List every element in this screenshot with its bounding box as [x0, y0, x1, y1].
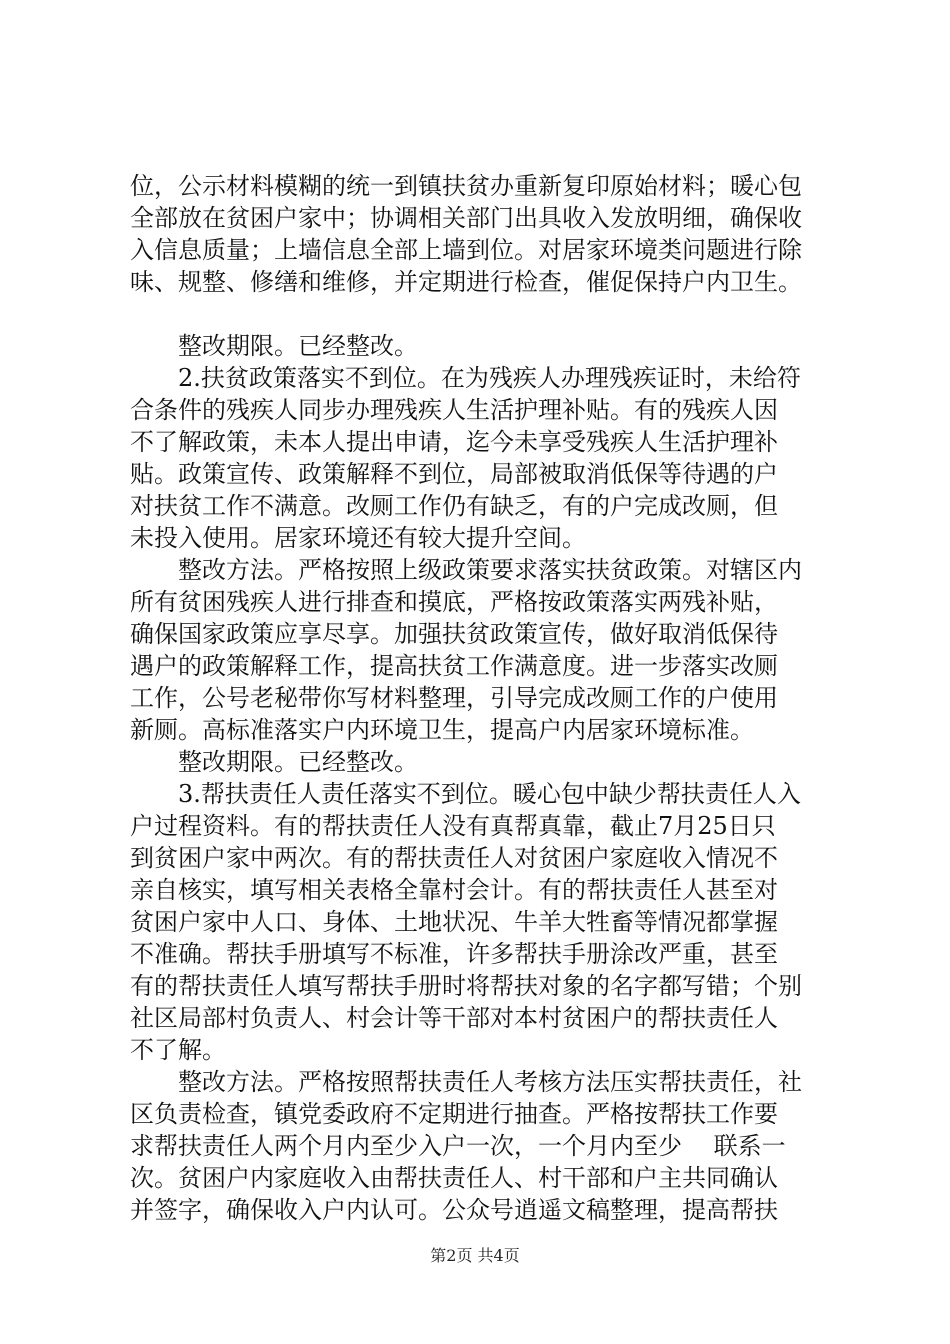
- paragraph-line: 未投入使用。居家环境还有较大提升空间。: [130, 524, 586, 552]
- paragraph-line: 整改期限。已经整改。: [178, 748, 418, 776]
- paragraph-line: 亲自核实，填写相关表格全靠村会计。有的帮扶责任人甚至对: [130, 876, 778, 904]
- paragraph-line: 整改方法。严格按照帮扶责任人考核方法压实帮扶责任，社: [178, 1068, 802, 1096]
- paragraph-line: 位，公示材料模糊的统一到镇扶贫办重新复印原始材料；暖心包: [130, 172, 802, 200]
- paragraph-line: 所有贫困残疾人进行排查和摸底，严格按政策落实两残补贴，: [130, 588, 778, 616]
- page-number-footer: 第2页 共4页: [430, 1246, 520, 1265]
- paragraph-line: 3.帮扶责任人责任落实不到位。暖心包中缺少帮扶责任人入: [178, 780, 801, 808]
- paragraph-line: 社区局部村负责人、村会计等干部对本村贫困户的帮扶责任人: [130, 1004, 778, 1032]
- paragraph-line: 区负责检查，镇党委政府不定期进行抽查。严格按帮扶工作要: [130, 1100, 778, 1128]
- paragraph-line: 求帮扶责任人两个月内至少入户一次，一个月内至少 联系一: [130, 1132, 786, 1160]
- paragraph-line: 不了解。: [130, 1036, 226, 1064]
- paragraph-line: 不准确。帮扶手册填写不标准，许多帮扶手册涂改严重，甚至: [130, 940, 778, 968]
- paragraph-line: 户过程资料。有的帮扶责任人没有真帮真靠，截止7月25日只: [130, 812, 776, 840]
- paragraph-line: 遇户的政策解释工作，提高扶贫工作满意度。进一步落实改厕: [130, 652, 778, 680]
- paragraph-line: 新厕。高标准落实户内环境卫生，提高户内居家环境标准。: [130, 716, 754, 744]
- paragraph-line: 贴。政策宣传、政策解释不到位，局部被取消低保等待遇的户: [130, 460, 778, 488]
- paragraph-line: 整改期限。已经整改。: [178, 332, 418, 360]
- paragraph-line: 并签字，确保收入户内认可。公众号逍遥文稿整理，提高帮扶: [130, 1196, 778, 1224]
- paragraph-line: 合条件的残疾人同步办理残疾人生活护理补贴。有的残疾人因: [130, 396, 778, 424]
- paragraph-line: 对扶贫工作不满意。改厕工作仍有缺乏，有的户完成改厕，但: [130, 492, 778, 520]
- paragraph-line: 有的帮扶责任人填写帮扶手册时将帮扶对象的名字都写错；个别: [130, 972, 802, 1000]
- paragraph-line: 味、规整、修缮和维修，并定期进行检查，催促保持户内卫生。: [130, 268, 802, 296]
- paragraph-line: 不了解政策，未本人提出申请，迄今未享受残疾人生活护理补: [130, 428, 778, 456]
- paragraph-line: 入信息质量；上墙信息全部上墙到位。对居家环境类问题进行除: [130, 236, 802, 264]
- paragraph-line: 次。贫困户内家庭收入由帮扶责任人、村干部和户主共同确认: [130, 1164, 778, 1192]
- paragraph-line: 整改方法。严格按照上级政策要求落实扶贫政策。对辖区内: [178, 556, 802, 584]
- paragraph-line: 到贫困户家中两次。有的帮扶责任人对贫困户家庭收入情况不: [130, 844, 778, 872]
- paragraph-line: 确保国家政策应享尽享。加强扶贫政策宣传，做好取消低保待: [130, 620, 778, 648]
- paragraph-line: 全部放在贫困户家中；协调相关部门出具收入发放明细，确保收: [130, 204, 802, 232]
- paragraph-line: 贫困户家中人口、身体、土地状况、牛羊大牲畜等情况都掌握: [130, 908, 778, 936]
- paragraph-line: 工作，公号老秘带你写材料整理，引导完成改厕工作的户使用: [130, 684, 778, 712]
- paragraph-line: 2.扶贫政策落实不到位。在为残疾人办理残疾证时，未给符: [178, 364, 801, 392]
